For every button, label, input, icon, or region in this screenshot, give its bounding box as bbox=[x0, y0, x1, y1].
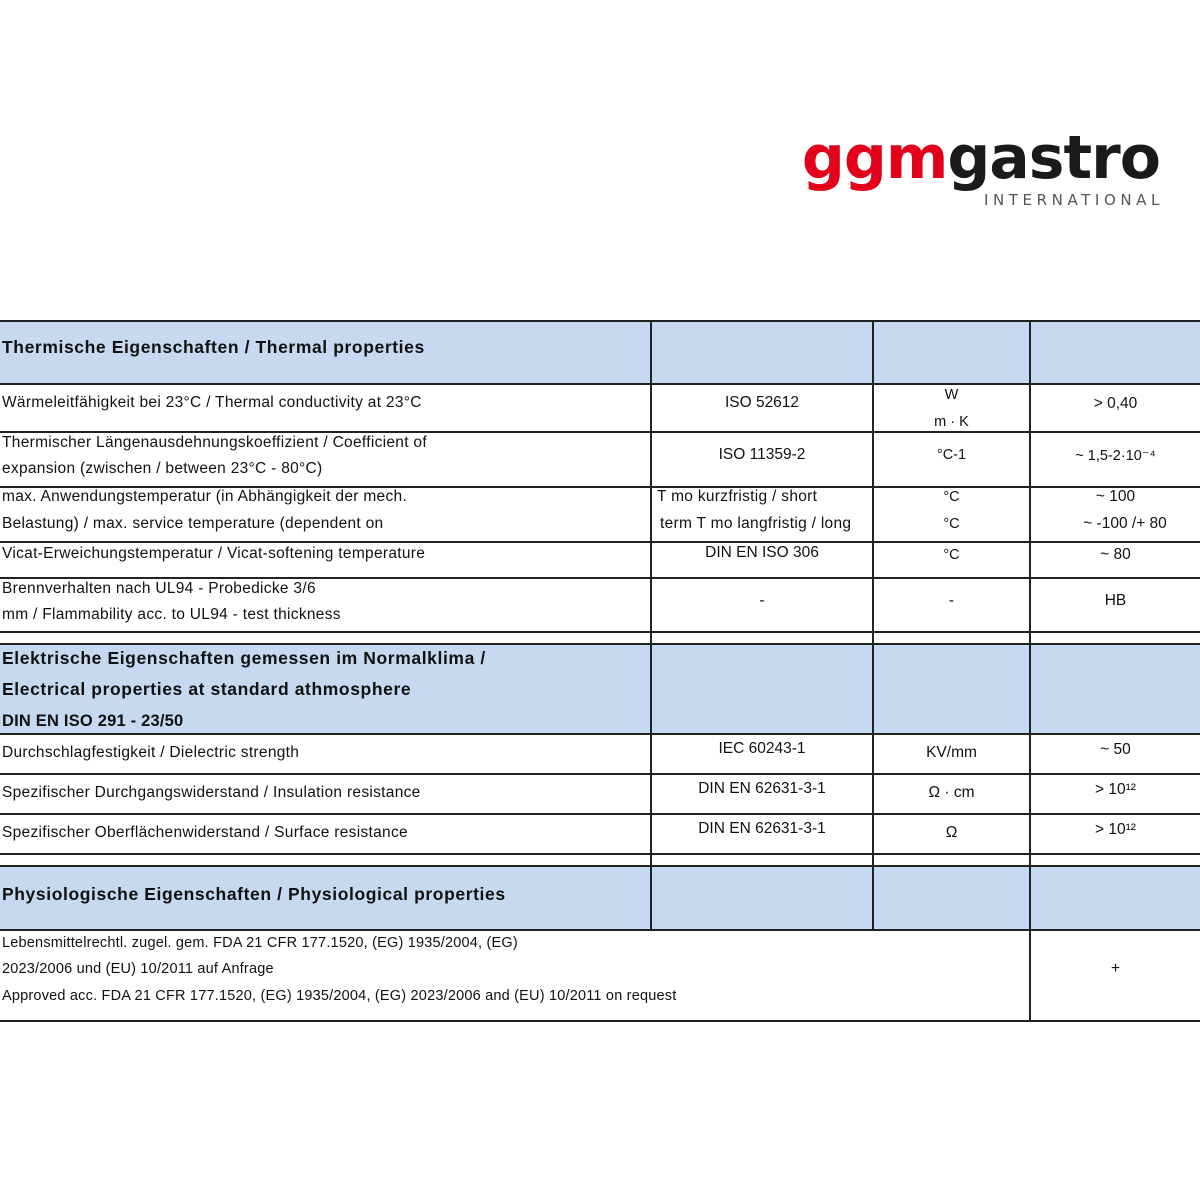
properties-table bbox=[0, 320, 1200, 1022]
dielectric-standard: IEC 60243-1 bbox=[718, 740, 806, 757]
thermal-conductivity-unit-numerator: W bbox=[944, 387, 959, 403]
thermal-conductivity-property: Wärmeleitfähigkeit bei 23°C / Thermal conductivity at 23°C bbox=[2, 394, 422, 411]
flammability-unit: - bbox=[948, 592, 955, 609]
service-temp-standard-line1: T mo kurzfristig / short bbox=[657, 488, 818, 505]
flammability-property-line1: Brennverhalten nach UL94 - Probedicke 3/6 bbox=[2, 580, 316, 597]
thermal-conductivity-standard: ISO 52612 bbox=[724, 394, 800, 411]
food-approval-en: Approved acc. FDA 21 CFR 177.1520, (EG) 1935/2004, (EG) 2023/2006 and (EU) 10/2011 on request bbox=[2, 988, 677, 1004]
service-temp-unit-long: °C bbox=[943, 516, 960, 532]
physiological-section-title: Physiologische Eigenschaften / Physiological properties bbox=[2, 884, 506, 904]
expansion-property-line2: expansion (zwischen / between 23°C - 80°C) bbox=[2, 460, 323, 477]
insulation-unit: Ω · cm bbox=[928, 784, 975, 801]
dielectric-property: Durchschlagfestigkeit / Dielectric strength bbox=[2, 744, 300, 761]
service-temp-property-line1: max. Anwendungstemperatur (in Abhängigkeit der mech. bbox=[2, 488, 408, 505]
service-temp-unit-short: °C bbox=[943, 489, 960, 505]
food-approval-value: + bbox=[1110, 960, 1121, 977]
logo-ggm: ggm bbox=[801, 123, 948, 193]
surface-resistance-standard: DIN EN 62631-3-1 bbox=[698, 820, 826, 837]
logo-tagline: INTERNATIONAL bbox=[983, 191, 1164, 209]
vicat-property: Vicat-Erweichungstemperatur / Vicat-softening temperature bbox=[2, 545, 426, 562]
insulation-value: > 10¹² bbox=[1095, 781, 1136, 798]
logo-wordmark bbox=[801, 123, 1160, 193]
flammability-value: HB bbox=[1104, 592, 1127, 609]
expansion-value: ~ 1,5-2·10⁻⁴ bbox=[1075, 448, 1156, 464]
electrical-section-title-line3: DIN EN ISO 291 - 23/50 bbox=[2, 712, 184, 730]
vicat-unit: °C bbox=[943, 547, 960, 563]
service-temp-value-short: ~ 100 bbox=[1095, 488, 1136, 505]
service-temp-property-line2: Belastung) / max. service temperature (dependent on bbox=[2, 515, 384, 532]
insulation-standard: DIN EN 62631-3-1 bbox=[698, 780, 826, 797]
electrical-section-title-line1: Elektrische Eigenschaften gemessen im Normalklima / bbox=[2, 648, 486, 668]
flammability-property-line2: mm / Flammability acc. to UL94 - test thickness bbox=[2, 606, 341, 623]
service-temp-standard-line2: term T mo langfristig / long bbox=[660, 515, 852, 532]
expansion-unit: °C-1 bbox=[936, 447, 967, 463]
service-temp-value-long: ~ -100 /+ 80 bbox=[1083, 515, 1167, 532]
thermal-section-title: Thermische Eigenschaften / Thermal properties bbox=[2, 337, 425, 357]
dielectric-unit: KV/mm bbox=[926, 744, 977, 761]
thermal-conductivity-unit-denominator: m · K bbox=[934, 414, 969, 430]
electrical-section-title-line2: Electrical properties at standard athmosphere bbox=[2, 679, 412, 699]
expansion-property-line1: Thermischer Längenausdehnungskoeffizient / Coefficient of bbox=[2, 434, 427, 451]
dielectric-value: ~ 50 bbox=[1100, 741, 1131, 758]
surface-resistance-property: Spezifischer Oberflächenwiderstand / Surface resistance bbox=[2, 824, 408, 841]
logo-gastro: gastro bbox=[947, 123, 1160, 193]
expansion-standard: ISO 11359-2 bbox=[718, 446, 806, 463]
food-approval-de-line2: 2023/2006 und (EU) 10/2011 auf Anfrage bbox=[2, 961, 274, 977]
thermal-conductivity-value: > 0,40 bbox=[1093, 395, 1138, 412]
brand-logo bbox=[801, 123, 1164, 209]
insulation-property: Spezifischer Durchgangswiderstand / Insulation resistance bbox=[2, 784, 421, 801]
flammability-standard: - bbox=[759, 592, 765, 609]
food-approval-de-line1: Lebensmittelrechtl. zugel. gem. FDA 21 CFR 177.1520, (EG) 1935/2004, (EG) bbox=[2, 935, 518, 951]
surface-resistance-unit: Ω bbox=[945, 824, 958, 841]
surface-resistance-value: > 10¹² bbox=[1095, 821, 1136, 838]
vicat-value: ~ 80 bbox=[1100, 546, 1131, 563]
vicat-standard: DIN EN ISO 306 bbox=[705, 544, 819, 561]
